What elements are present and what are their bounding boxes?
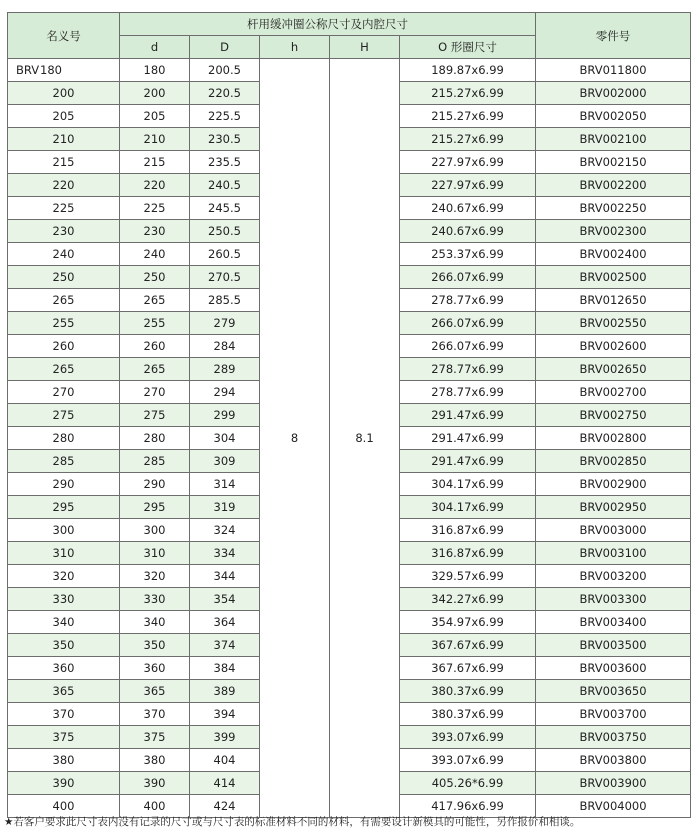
- cell-nominal: 210: [8, 128, 120, 151]
- cell-oring: 291.47x6.99: [400, 404, 536, 427]
- header-oring: O 形圈尺寸: [400, 36, 536, 59]
- cell-nominal: 390: [8, 772, 120, 795]
- cell-D: 245.5: [190, 197, 260, 220]
- cell-oring: 329.57x6.99: [400, 565, 536, 588]
- cell-part-number: BRV002250: [536, 197, 691, 220]
- cell-d: 320: [120, 565, 190, 588]
- cell-part-number: BRV002500: [536, 266, 691, 289]
- cell-oring: 278.77x6.99: [400, 358, 536, 381]
- cell-part-number: BRV003700: [536, 703, 691, 726]
- cell-oring: 304.17x6.99: [400, 473, 536, 496]
- cell-d: 280: [120, 427, 190, 450]
- header-H: H: [330, 36, 400, 59]
- cell-part-number: BRV012650: [536, 289, 691, 312]
- table-header: [8, 13, 691, 59]
- cell-nominal: 260: [8, 335, 120, 358]
- cell-oring: 405.26*6.99: [400, 772, 536, 795]
- header-d: d: [120, 36, 190, 59]
- cell-part-number: BRV002650: [536, 358, 691, 381]
- cell-D: 384: [190, 657, 260, 680]
- cell-d: 360: [120, 657, 190, 680]
- cell-oring: 215.27x6.99: [400, 128, 536, 151]
- cell-D: 284: [190, 335, 260, 358]
- cell-nominal: 265: [8, 358, 120, 381]
- cell-oring: 393.07x6.99: [400, 749, 536, 772]
- cell-oring: 316.87x6.99: [400, 542, 536, 565]
- cell-d: 255: [120, 312, 190, 335]
- cell-nominal: 350: [8, 634, 120, 657]
- cell-nominal: [8, 59, 120, 82]
- cell-d: 375: [120, 726, 190, 749]
- cell-nominal: 265: [8, 289, 120, 312]
- cell-part-number: BRV002150: [536, 151, 691, 174]
- cell-d: 265: [120, 289, 190, 312]
- cell-D: 364: [190, 611, 260, 634]
- cell-d: 350: [120, 634, 190, 657]
- cell-D: 324: [190, 519, 260, 542]
- cell-d: 250: [120, 266, 190, 289]
- cell-part-number: BRV003650: [536, 680, 691, 703]
- cell-D: 414: [190, 772, 260, 795]
- cell-nominal: 400: [8, 795, 120, 818]
- cell-part-number: BRV002700: [536, 381, 691, 404]
- spec-sheet: [7, 12, 691, 818]
- cell-D: 235.5: [190, 151, 260, 174]
- cell-oring: 342.27x6.99: [400, 588, 536, 611]
- cell-d: 270: [120, 381, 190, 404]
- cell-nominal: 270: [8, 381, 120, 404]
- cell-oring: 367.67x6.99: [400, 657, 536, 680]
- header-nominal: 名义号: [8, 13, 120, 59]
- cell-oring: 316.87x6.99: [400, 519, 536, 542]
- cell-oring: 240.67x6.99: [400, 197, 536, 220]
- cell-D: 299: [190, 404, 260, 427]
- cell-nominal: 295: [8, 496, 120, 519]
- cell-D: 289: [190, 358, 260, 381]
- cell-nominal: 215: [8, 151, 120, 174]
- cell-d: 310: [120, 542, 190, 565]
- cell-oring: 367.67x6.99: [400, 634, 536, 657]
- cell-oring: 291.47x6.99: [400, 427, 536, 450]
- cell-part-number: BRV002950: [536, 496, 691, 519]
- cell-d: 275: [120, 404, 190, 427]
- cell-d: 215: [120, 151, 190, 174]
- cell-oring: 417.96x6.99: [400, 795, 536, 818]
- cell-d: 200: [120, 82, 190, 105]
- cell-part-number: BRV002850: [536, 450, 691, 473]
- cell-d: 205: [120, 105, 190, 128]
- cell-part-number: BRV003300: [536, 588, 691, 611]
- cell-nominal: 360: [8, 657, 120, 680]
- header-D: D: [190, 36, 260, 59]
- nominal-prefix: BRV: [16, 63, 40, 77]
- cell-d: 390: [120, 772, 190, 795]
- cell-nominal: 300: [8, 519, 120, 542]
- cell-part-number: BRV002400: [536, 243, 691, 266]
- cell-D: 225.5: [190, 105, 260, 128]
- cell-D: 374: [190, 634, 260, 657]
- cell-oring: 278.77x6.99: [400, 289, 536, 312]
- header-part-number: 零件号: [536, 13, 691, 59]
- cell-d: 340: [120, 611, 190, 634]
- cell-nominal: 250: [8, 266, 120, 289]
- cell-d: 400: [120, 795, 190, 818]
- cell-oring: 253.37x6.99: [400, 243, 536, 266]
- cell-D: 309: [190, 450, 260, 473]
- cell-nominal: 310: [8, 542, 120, 565]
- cell-H-merged: 8.1: [330, 59, 400, 818]
- cell-part-number: BRV004000: [536, 795, 691, 818]
- cell-D: 230.5: [190, 128, 260, 151]
- cell-nominal: 320: [8, 565, 120, 588]
- cell-nominal: 255: [8, 312, 120, 335]
- cell-nominal: 365: [8, 680, 120, 703]
- cell-nominal: 340: [8, 611, 120, 634]
- cell-d: 300: [120, 519, 190, 542]
- cell-d: 365: [120, 680, 190, 703]
- cell-part-number: BRV002100: [536, 128, 691, 151]
- cell-D: 250.5: [190, 220, 260, 243]
- cell-nominal: 225: [8, 197, 120, 220]
- cell-d: 225: [120, 197, 190, 220]
- cell-h-merged: 8: [260, 59, 330, 818]
- cell-nominal: 280: [8, 427, 120, 450]
- cell-oring: 215.27x6.99: [400, 105, 536, 128]
- cell-oring: 215.27x6.99: [400, 82, 536, 105]
- cell-D: 200.5: [190, 59, 260, 82]
- cell-D: 279: [190, 312, 260, 335]
- cell-d: 210: [120, 128, 190, 151]
- cell-D: 389: [190, 680, 260, 703]
- size-table: [7, 12, 691, 818]
- cell-d: 220: [120, 174, 190, 197]
- cell-nominal: 220: [8, 174, 120, 197]
- cell-oring: 380.37x6.99: [400, 703, 536, 726]
- cell-part-number: BRV003800: [536, 749, 691, 772]
- cell-part-number: BRV002750: [536, 404, 691, 427]
- cell-D: 240.5: [190, 174, 260, 197]
- cell-nominal: 285: [8, 450, 120, 473]
- cell-oring: 240.67x6.99: [400, 220, 536, 243]
- cell-oring: 278.77x6.99: [400, 381, 536, 404]
- cell-d: 380: [120, 749, 190, 772]
- cell-d: 230: [120, 220, 190, 243]
- cell-D: 220.5: [190, 82, 260, 105]
- cell-part-number: BRV003100: [536, 542, 691, 565]
- cell-D: 354: [190, 588, 260, 611]
- cell-D: 294: [190, 381, 260, 404]
- cell-oring: 266.07x6.99: [400, 312, 536, 335]
- cell-D: 344: [190, 565, 260, 588]
- cell-d: 180: [120, 59, 190, 82]
- cell-d: 295: [120, 496, 190, 519]
- table-body: [8, 59, 691, 818]
- cell-part-number: BRV002200: [536, 174, 691, 197]
- cell-D: 424: [190, 795, 260, 818]
- cell-nominal: 380: [8, 749, 120, 772]
- cell-D: 260.5: [190, 243, 260, 266]
- cell-part-number: BRV002600: [536, 335, 691, 358]
- cell-D: 270.5: [190, 266, 260, 289]
- cell-oring: 380.37x6.99: [400, 680, 536, 703]
- cell-part-number: BRV003400: [536, 611, 691, 634]
- cell-part-number: BRV003000: [536, 519, 691, 542]
- cell-D: 404: [190, 749, 260, 772]
- cell-D: 285.5: [190, 289, 260, 312]
- footnote: ★若客户要求此尺寸表内没有记录的尺寸或与尺寸表的标准材料不同的材料，有需要设计新模具的可能性，另作报价和相谈。: [4, 816, 581, 828]
- cell-part-number: BRV003600: [536, 657, 691, 680]
- cell-d: 290: [120, 473, 190, 496]
- cell-D: 334: [190, 542, 260, 565]
- cell-nominal: 370: [8, 703, 120, 726]
- cell-nominal: 200: [8, 82, 120, 105]
- cell-nominal: 240: [8, 243, 120, 266]
- cell-nominal: 330: [8, 588, 120, 611]
- cell-d: 370: [120, 703, 190, 726]
- cell-D: 394: [190, 703, 260, 726]
- cell-part-number: BRV002000: [536, 82, 691, 105]
- cell-part-number: BRV002050: [536, 105, 691, 128]
- cell-d: 260: [120, 335, 190, 358]
- cell-oring: 266.07x6.99: [400, 335, 536, 358]
- cell-nominal: 230: [8, 220, 120, 243]
- cell-part-number: BRV003500: [536, 634, 691, 657]
- cell-oring: 291.47x6.99: [400, 450, 536, 473]
- cell-oring: 304.17x6.99: [400, 496, 536, 519]
- nominal-value: 180: [40, 63, 62, 77]
- header-h: h: [260, 36, 330, 59]
- cell-D: 304: [190, 427, 260, 450]
- cell-part-number: BRV003750: [536, 726, 691, 749]
- cell-D: 319: [190, 496, 260, 519]
- cell-d: 285: [120, 450, 190, 473]
- cell-oring: 227.97x6.99: [400, 174, 536, 197]
- cell-part-number: BRV002900: [536, 473, 691, 496]
- cell-part-number: BRV003900: [536, 772, 691, 795]
- cell-nominal: 275: [8, 404, 120, 427]
- cell-oring: 393.07x6.99: [400, 726, 536, 749]
- cell-part-number: BRV002800: [536, 427, 691, 450]
- cell-D: 314: [190, 473, 260, 496]
- cell-oring: 266.07x6.99: [400, 266, 536, 289]
- cell-D: 399: [190, 726, 260, 749]
- table-row: [8, 59, 691, 82]
- cell-part-number: BRV011800: [536, 59, 691, 82]
- cell-part-number: BRV002300: [536, 220, 691, 243]
- cell-part-number: BRV002550: [536, 312, 691, 335]
- cell-nominal: 375: [8, 726, 120, 749]
- cell-nominal: 205: [8, 105, 120, 128]
- cell-nominal: 290: [8, 473, 120, 496]
- cell-part-number: BRV003200: [536, 565, 691, 588]
- cell-oring: 227.97x6.99: [400, 151, 536, 174]
- header-group: 杆用缓冲圈公称尺寸及内腔尺寸: [120, 13, 536, 36]
- cell-d: 240: [120, 243, 190, 266]
- cell-oring: 189.87x6.99: [400, 59, 536, 82]
- cell-d: 265: [120, 358, 190, 381]
- cell-d: 330: [120, 588, 190, 611]
- cell-oring: 354.97x6.99: [400, 611, 536, 634]
